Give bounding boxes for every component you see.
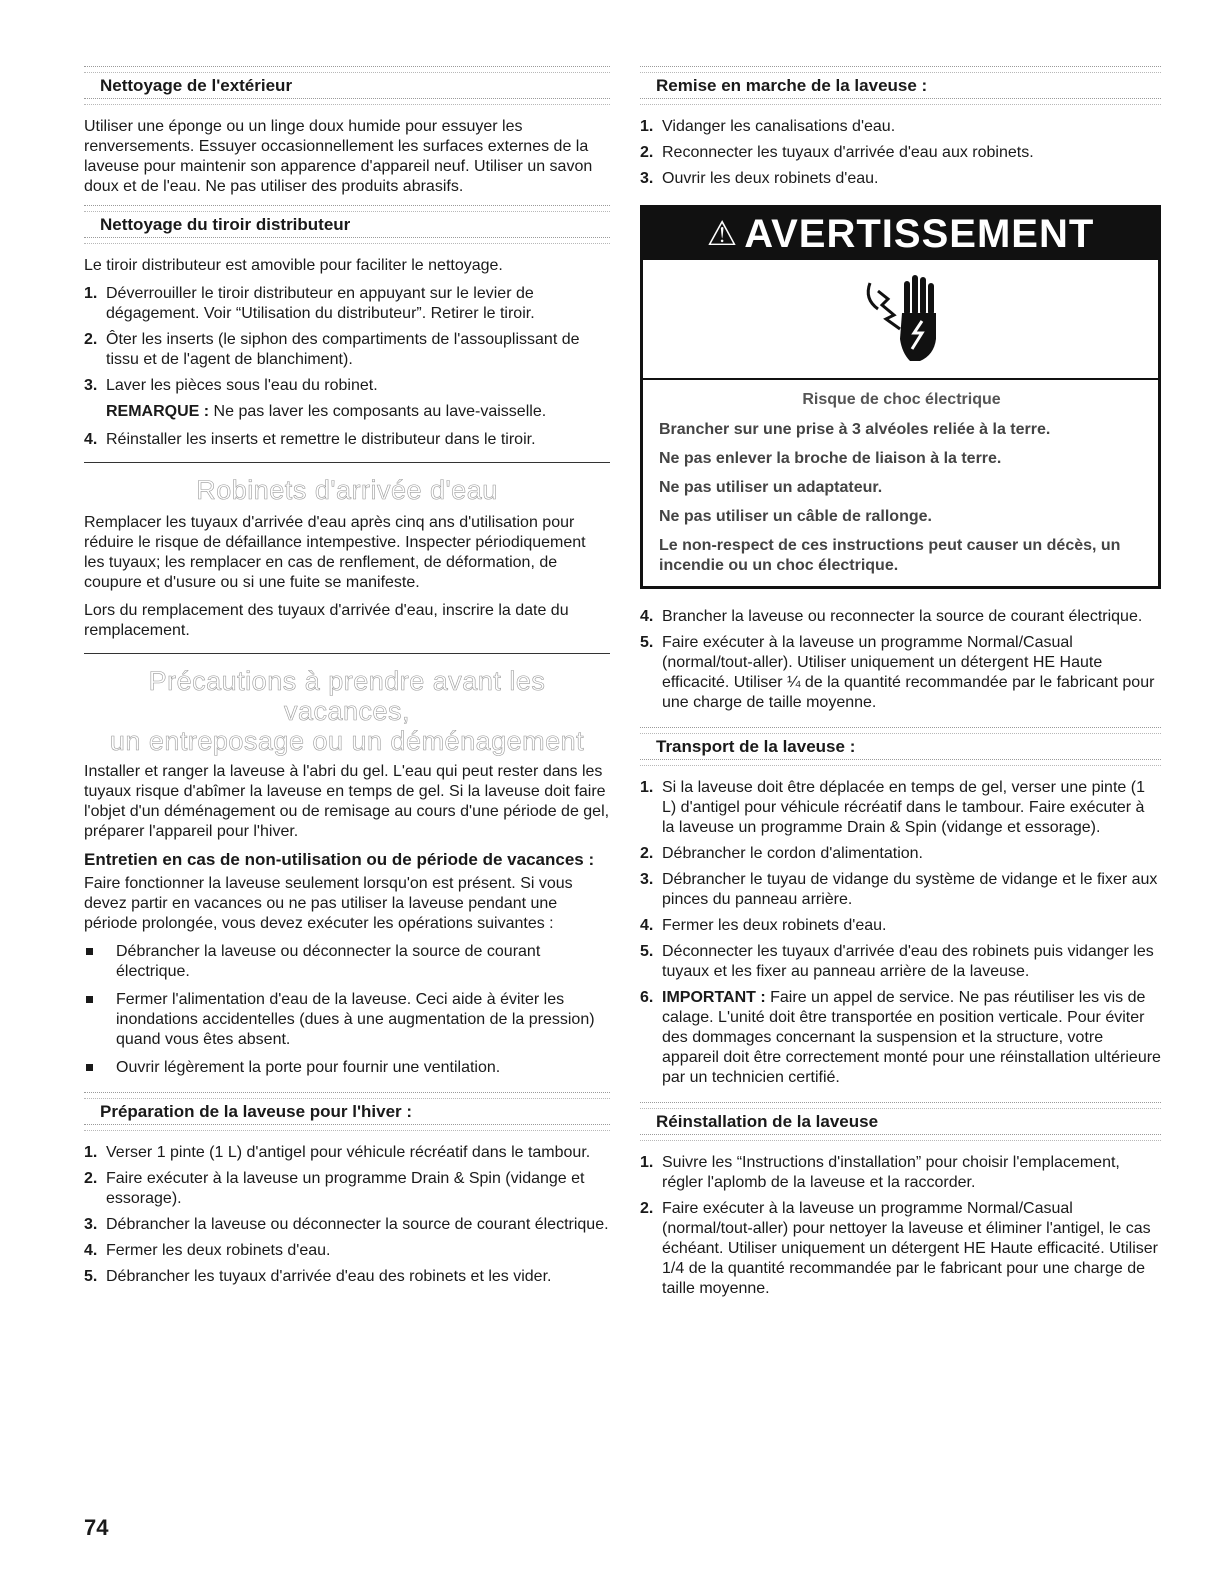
section-title: Réinstallation de la laveuse xyxy=(656,1112,879,1131)
right-column xyxy=(640,66,1161,1305)
restart-steps xyxy=(640,117,1161,189)
list-item: 2. Débrancher le cordon d'alimentation. xyxy=(640,845,923,862)
heading-precautions: Précautions à prendre avant les vacances, un entreposage ou un déménagement xyxy=(109,666,585,756)
list-item: 4. Fermer les deux robinets d'eau. xyxy=(84,1242,331,1259)
section-title: Transport de la laveuse : xyxy=(656,737,856,756)
winter-steps xyxy=(84,1143,610,1287)
warning-line: Ne pas utiliser un câble de rallonge. xyxy=(659,508,932,525)
list-item: 3. Ouvrir les deux robinets d'eau. xyxy=(640,170,879,187)
list-item: 2. Faire exécuter à la laveuse un programme Drain & Spin (vidange et essorage). xyxy=(84,1170,585,1207)
heading-water-inlet: Robinets d'arrivée d'eau xyxy=(196,475,498,505)
dispenser-steps xyxy=(84,284,610,396)
page-number: 74 xyxy=(84,1515,109,1540)
subheading: Entretien en cas de non-utilisation ou de période de vacances : xyxy=(84,850,595,869)
list-item: 4. Fermer les deux robinets d'eau. xyxy=(640,917,887,934)
list-item: 1. Déverrouiller le tiroir distributeur en appuyant sur le levier de dégagement. Voir “Utilisation du distributeur”. Retirer le tiroir. xyxy=(84,285,535,322)
list-item: 3. Laver les pièces sous l'eau du robinet. xyxy=(84,377,378,394)
divider xyxy=(84,462,610,463)
paragraph: Le tiroir distributeur est amovible pour faciliter le nettoyage. xyxy=(84,257,503,274)
list-item: 5. Débrancher les tuyaux d'arrivée d'eau des robinets et les vider. xyxy=(84,1268,552,1285)
list-item: 1. Vidanger les canalisations d'eau. xyxy=(640,118,896,135)
list-item: 3. Débrancher le tuyau de vidange du système de vidange et le fixer aux pinces du panneau arrière. xyxy=(640,871,1158,908)
divider xyxy=(84,653,610,654)
section-title: Remise en marche de la laveuse : xyxy=(656,76,928,95)
list-item: Fermer l'alimentation d'eau de la laveuse. Ceci aide à éviter les inondations accidentelles (dues à une augmentation de la pression) quand vous êtes absent. xyxy=(84,990,610,1050)
section-header-winter xyxy=(84,1092,610,1131)
list-item: 5. Déconnecter les tuyaux d'arrivée d'eau des robinets puis vidanger les tuyaux et les fixer au panneau arrière de la laveuse. xyxy=(640,943,1154,980)
paragraph: Faire fonctionner la laveuse seulement lorsqu'on est présent. Si vous devez partir en vacances ou ne pas utiliser la laveuse pendant une période prolongée, vous devez exécuter les opérations suivantes : xyxy=(84,875,573,932)
paragraph: Remplacer les tuyaux d'arrivée d'eau après cinq ans d'utilisation pour réduire le risque de défaillance intempestive. Inspecter périodiquement les tuyaux; les remplacer en cas de renflement, de déformation, de coupure et d'usure ou si une fuite se manifeste. xyxy=(84,514,586,591)
list-item: Débrancher la laveuse ou déconnecter la source de courant électrique. xyxy=(84,942,610,982)
left-column xyxy=(84,66,610,1293)
warning-title: AVERTISSEMENT xyxy=(744,212,1095,256)
list-item: 1. Si la laveuse doit être déplacée en temps de gel, verser une pinte (1 L) d'antigel pour véhicule récréatif dans le tambour. Faire exécuter à la laveuse un programme Drain & Spin (vidange et essorage). xyxy=(640,779,1145,836)
warning-line: Ne pas utiliser un adaptateur. xyxy=(659,479,883,496)
list-item: 4. Réinstaller les inserts et remettre le distributeur dans le tiroir. xyxy=(84,431,536,448)
list-item: 3. Débrancher la laveuse ou déconnecter la source de courant électrique. xyxy=(84,1216,609,1233)
section-header-transport xyxy=(640,727,1161,766)
paragraph: Installer et ranger la laveuse à l'abri du gel. L'eau qui peut rester dans les tuyaux risque d'abîmer la laveuse en temps de gel. Si la laveuse doit faire l'objet d'un déménagement ou de remisage au cours d'une période de gel, préparer l'appareil pour l'hiver. xyxy=(84,763,610,840)
paragraph: Utiliser une éponge ou un linge doux humide pour essuyer les renversements. Essuyer occasionnellement les surfaces externes de la laveuse pour maintenir son apparence d'appareil neuf. Utiliser un savon doux et de l'eau. Ne pas utiliser des produits abrasifs. xyxy=(84,118,593,195)
reinstall-steps xyxy=(640,1153,1161,1299)
bullet-list xyxy=(84,942,610,1078)
section-header-restart xyxy=(640,66,1161,105)
list-item: 1. Verser 1 pinte (1 L) d'antigel pour véhicule récréatif dans le tambour. xyxy=(84,1144,591,1161)
warning-line: Le non-respect de ces instructions peut causer un décès, un incendie ou un choc électrique. xyxy=(659,537,1121,574)
section-header-exterior xyxy=(84,66,610,105)
transport-steps xyxy=(640,778,1161,1088)
list-item: 2. Reconnecter les tuyaux d'arrivée d'eau aux robinets. xyxy=(640,144,1034,161)
warning-header xyxy=(643,208,1158,260)
list-item: 4. Brancher la laveuse ou reconnecter la source de courant électrique. xyxy=(640,608,1143,625)
section-title: Nettoyage de l'extérieur xyxy=(100,76,293,95)
section-header-reinstall xyxy=(640,1102,1161,1141)
section-title: Nettoyage du tiroir distributeur xyxy=(100,215,351,234)
list-item: 5. Faire exécuter à la laveuse un programme Normal/Casual (normal/tout-aller). Utiliser uniquement un détergent HE Haute efficacité. Utiliser ¼ de la quantité recommandée par le fabricant pour une charge de taille moyenne. xyxy=(640,634,1155,711)
warning-box xyxy=(640,205,1161,589)
warning-line: Brancher sur une prise à 3 alvéoles reliée à la terre. xyxy=(659,421,1051,438)
list-item: Ouvrir légèrement la porte pour fournir une ventilation. xyxy=(84,1058,610,1078)
list-item: 2. Ôter les inserts (le siphon des compartiments de l'assouplissant de tissu et de l'agent de blanchiment). xyxy=(84,331,580,368)
warning-triangle-icon: ⚠ xyxy=(706,215,739,253)
warning-subtitle: Risque de choc électrique xyxy=(802,391,1001,408)
electric-shock-icon xyxy=(856,269,946,369)
note: REMARQUE : Ne pas laver les composants au lave-vaisselle. xyxy=(106,403,547,420)
list-item: 6. IMPORTANT : Faire un appel de service. Ne pas réutiliser les vis de calage. L'unité doit être transportée en position verticale. Pour éviter des dommages concernant la suspension et la structure, votre appareil doit être correctement monté pour une réinstallation ultérieure par un technicien certifié. xyxy=(640,989,1161,1086)
restart-steps-continued xyxy=(640,607,1161,713)
list-item: 2. Faire exécuter à la laveuse un programme Normal/Casual (normal/tout-aller) pour nettoyer la laveuse et éliminer l'antigel, le cas échéant. Utiliser uniquement un détergent HE Haute efficacité. Utiliser 1/4 de la quantité recommandée par le fabricant pour une charge de taille moyenne. xyxy=(640,1200,1158,1297)
paragraph: Lors du remplacement des tuyaux d'arrivée d'eau, inscrire la date du remplacement. xyxy=(84,602,569,639)
section-header-dispenser xyxy=(84,205,610,244)
warning-line: Ne pas enlever la broche de liaison à la terre. xyxy=(659,450,1002,467)
section-title: Préparation de la laveuse pour l'hiver : xyxy=(100,1102,413,1121)
list-item: 1. Suivre les “Instructions d'installation” pour choisir l'emplacement, régler l'aplomb de la laveuse et la raccorder. xyxy=(640,1154,1120,1191)
